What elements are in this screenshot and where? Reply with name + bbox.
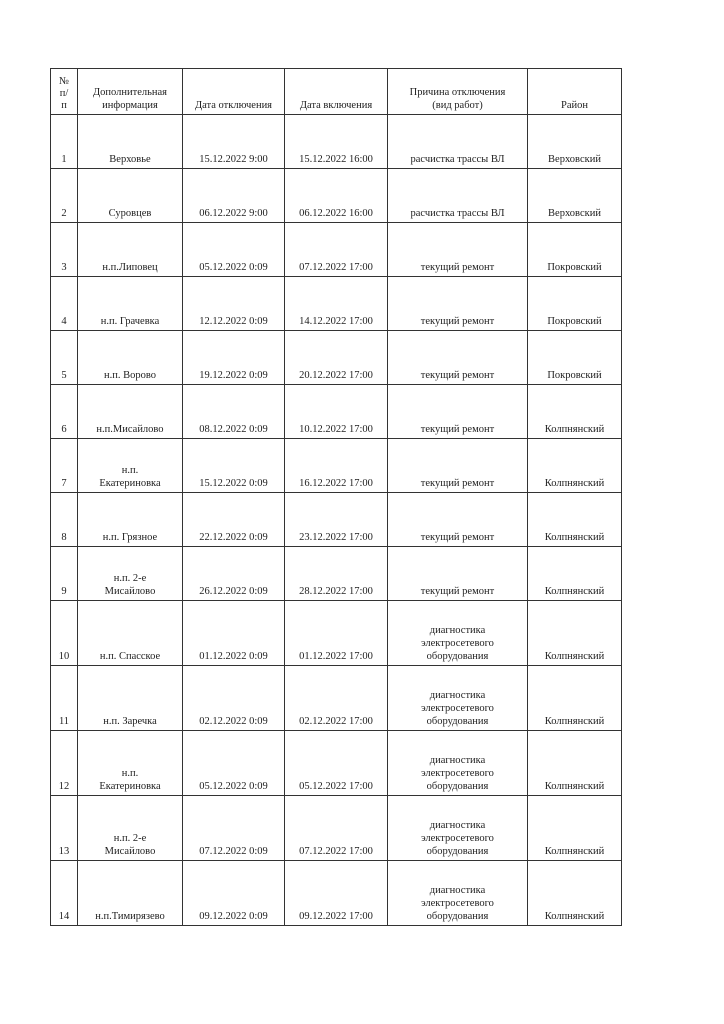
- district-cell: Покровский: [528, 223, 622, 277]
- reason-cell-line: текущий ремонт: [420, 532, 495, 543]
- header-off-date: Дата отключения: [183, 69, 285, 115]
- off-date-cell: 01.12.2022 0:09: [183, 601, 285, 666]
- reason-cell-line: диагностика: [429, 625, 486, 636]
- district-cell: Колпнянский: [528, 666, 622, 731]
- location-cell: [78, 666, 183, 731]
- reason-cell: [388, 169, 528, 223]
- district-cell: Покровский: [528, 277, 622, 331]
- reason-cell: [388, 861, 528, 926]
- location-cell-line: н.п. Грязное: [102, 532, 158, 543]
- on-date-cell: 05.12.2022 17:00: [285, 731, 388, 796]
- row-number: 12: [51, 731, 78, 796]
- off-date-cell: 26.12.2022 0:09: [183, 547, 285, 601]
- reason-cell-line: электросетевого: [421, 703, 494, 714]
- header-district: Район: [528, 69, 622, 115]
- reason-cell-line: оборудования: [426, 911, 489, 922]
- table-row: [51, 331, 622, 385]
- reason-cell-line: текущий ремонт: [420, 478, 495, 489]
- reason-cell-line: текущий ремонт: [420, 586, 495, 597]
- reason-cell-line: расчистка трассы ВЛ: [410, 208, 505, 219]
- on-date-cell: 09.12.2022 17:00: [285, 861, 388, 926]
- table-row: [51, 223, 622, 277]
- reason-cell: [388, 277, 528, 331]
- row-number: 3: [51, 223, 78, 277]
- reason-cell-line: диагностика: [429, 690, 486, 701]
- header-info: [78, 69, 183, 115]
- table-row: [51, 861, 622, 926]
- location-cell-line: н.п.Липовец: [102, 262, 158, 273]
- on-date-cell: 23.12.2022 17:00: [285, 493, 388, 547]
- on-date-cell: 20.12.2022 17:00: [285, 331, 388, 385]
- off-date-cell: 02.12.2022 0:09: [183, 666, 285, 731]
- row-number: 11: [51, 666, 78, 731]
- header-number-line: п: [61, 100, 67, 111]
- location-cell-line: н.п. Заречка: [103, 716, 157, 727]
- district-cell: Колпнянский: [528, 385, 622, 439]
- reason-cell-line: оборудования: [426, 651, 489, 662]
- location-cell: [78, 439, 183, 493]
- location-cell-line: н.п. 2-е: [113, 833, 147, 844]
- header-reason-line: Причина отключения: [409, 87, 506, 98]
- header-info-line: Дополнительная: [92, 87, 167, 98]
- off-date-cell: 15.12.2022 9:00: [183, 115, 285, 169]
- reason-cell-line: оборудования: [426, 716, 489, 727]
- off-date-cell: 06.12.2022 9:00: [183, 169, 285, 223]
- off-date-cell: 19.12.2022 0:09: [183, 331, 285, 385]
- location-cell-line: н.п.: [121, 768, 139, 779]
- reason-cell: [388, 796, 528, 861]
- table-body: [51, 115, 622, 926]
- table-row: [51, 385, 622, 439]
- reason-cell-line: диагностика: [429, 755, 486, 766]
- location-cell-line: н.п. Ворово: [103, 370, 156, 381]
- reason-cell: [388, 223, 528, 277]
- header-number: [51, 69, 78, 115]
- reason-cell: [388, 666, 528, 731]
- location-cell-line: Екатериновка: [99, 478, 161, 489]
- location-cell: [78, 731, 183, 796]
- row-number: 14: [51, 861, 78, 926]
- table-row: [51, 277, 622, 331]
- location-cell-line: н.п. Грачевка: [100, 316, 160, 327]
- district-cell: Верховский: [528, 169, 622, 223]
- on-date-cell: 02.12.2022 17:00: [285, 666, 388, 731]
- location-cell-line: н.п.: [121, 465, 139, 476]
- location-cell: [78, 169, 183, 223]
- header-row: [51, 69, 622, 115]
- location-cell-line: Верховье: [109, 154, 151, 165]
- table-row: [51, 493, 622, 547]
- reason-cell-line: электросетевого: [421, 898, 494, 909]
- reason-cell-line: диагностика: [429, 820, 486, 831]
- reason-cell: [388, 331, 528, 385]
- row-number: 2: [51, 169, 78, 223]
- reason-cell: [388, 439, 528, 493]
- table-row: [51, 439, 622, 493]
- header-reason-line: (вид работ): [432, 100, 483, 111]
- table-row: [51, 731, 622, 796]
- off-date-cell: 07.12.2022 0:09: [183, 796, 285, 861]
- reason-cell-line: текущий ремонт: [420, 370, 495, 381]
- reason-cell: [388, 385, 528, 439]
- location-cell-line: Мисайлово: [104, 586, 156, 597]
- location-cell: [78, 385, 183, 439]
- location-cell: [78, 547, 183, 601]
- district-cell: Колпнянский: [528, 731, 622, 796]
- on-date-cell: 14.12.2022 17:00: [285, 277, 388, 331]
- location-cell: [78, 277, 183, 331]
- location-cell-line: Суровцев: [108, 208, 152, 219]
- reason-cell-line: электросетевого: [421, 768, 494, 779]
- on-date-cell: 01.12.2022 17:00: [285, 601, 388, 666]
- table-row: [51, 796, 622, 861]
- on-date-cell: 07.12.2022 17:00: [285, 796, 388, 861]
- district-cell: Колпнянский: [528, 601, 622, 666]
- off-date-cell: 09.12.2022 0:09: [183, 861, 285, 926]
- location-cell: [78, 601, 183, 666]
- row-number: 1: [51, 115, 78, 169]
- on-date-cell: 10.12.2022 17:00: [285, 385, 388, 439]
- reason-cell-line: текущий ремонт: [420, 424, 495, 435]
- location-cell-line: Екатериновка: [99, 781, 161, 792]
- district-cell: Колпнянский: [528, 547, 622, 601]
- off-date-cell: 12.12.2022 0:09: [183, 277, 285, 331]
- location-cell: [78, 331, 183, 385]
- outage-schedule-table: [50, 68, 622, 926]
- off-date-cell: 05.12.2022 0:09: [183, 731, 285, 796]
- location-cell: [78, 861, 183, 926]
- reason-cell-line: расчистка трассы ВЛ: [410, 154, 505, 165]
- header-number-line: №: [58, 76, 70, 87]
- location-cell: [78, 796, 183, 861]
- reason-cell-line: текущий ремонт: [420, 262, 495, 273]
- location-cell-line: н.п.Мисайлово: [96, 424, 164, 435]
- on-date-cell: 28.12.2022 17:00: [285, 547, 388, 601]
- off-date-cell: 15.12.2022 0:09: [183, 439, 285, 493]
- table-row: [51, 169, 622, 223]
- header-reason: [388, 69, 528, 115]
- location-cell-line: н.п. Спасское: [99, 651, 161, 662]
- on-date-cell: 07.12.2022 17:00: [285, 223, 388, 277]
- row-number: 8: [51, 493, 78, 547]
- table-row: [51, 601, 622, 666]
- header-info-line: информация: [102, 100, 158, 111]
- table-row: [51, 115, 622, 169]
- location-cell-line: Мисайлово: [104, 846, 156, 857]
- off-date-cell: 22.12.2022 0:09: [183, 493, 285, 547]
- reason-cell: [388, 493, 528, 547]
- row-number: 5: [51, 331, 78, 385]
- reason-cell-line: электросетевого: [421, 833, 494, 844]
- district-cell: Колпнянский: [528, 439, 622, 493]
- on-date-cell: 06.12.2022 16:00: [285, 169, 388, 223]
- reason-cell: [388, 731, 528, 796]
- row-number: 13: [51, 796, 78, 861]
- row-number: 6: [51, 385, 78, 439]
- table-row: [51, 666, 622, 731]
- off-date-cell: 05.12.2022 0:09: [183, 223, 285, 277]
- on-date-cell: 15.12.2022 16:00: [285, 115, 388, 169]
- header-number-line: п/: [59, 88, 69, 99]
- header-on-date: Дата включения: [285, 69, 388, 115]
- district-cell: Покровский: [528, 331, 622, 385]
- row-number: 4: [51, 277, 78, 331]
- reason-cell: [388, 115, 528, 169]
- reason-cell-line: электросетевого: [421, 638, 494, 649]
- district-cell: Колпнянский: [528, 493, 622, 547]
- district-cell: Колпнянский: [528, 861, 622, 926]
- row-number: 7: [51, 439, 78, 493]
- table-row: [51, 547, 622, 601]
- reason-cell: [388, 601, 528, 666]
- location-cell: [78, 223, 183, 277]
- off-date-cell: 08.12.2022 0:09: [183, 385, 285, 439]
- reason-cell-line: оборудования: [426, 846, 489, 857]
- location-cell: [78, 493, 183, 547]
- reason-cell: [388, 547, 528, 601]
- district-cell: Колпнянский: [528, 796, 622, 861]
- row-number: 9: [51, 547, 78, 601]
- location-cell: [78, 115, 183, 169]
- location-cell-line: н.п.Тимирязево: [95, 911, 165, 922]
- row-number: 10: [51, 601, 78, 666]
- reason-cell-line: текущий ремонт: [420, 316, 495, 327]
- location-cell-line: н.п. 2-е: [113, 573, 147, 584]
- reason-cell-line: оборудования: [426, 781, 489, 792]
- reason-cell-line: диагностика: [429, 885, 486, 896]
- district-cell: Верховский: [528, 115, 622, 169]
- on-date-cell: 16.12.2022 17:00: [285, 439, 388, 493]
